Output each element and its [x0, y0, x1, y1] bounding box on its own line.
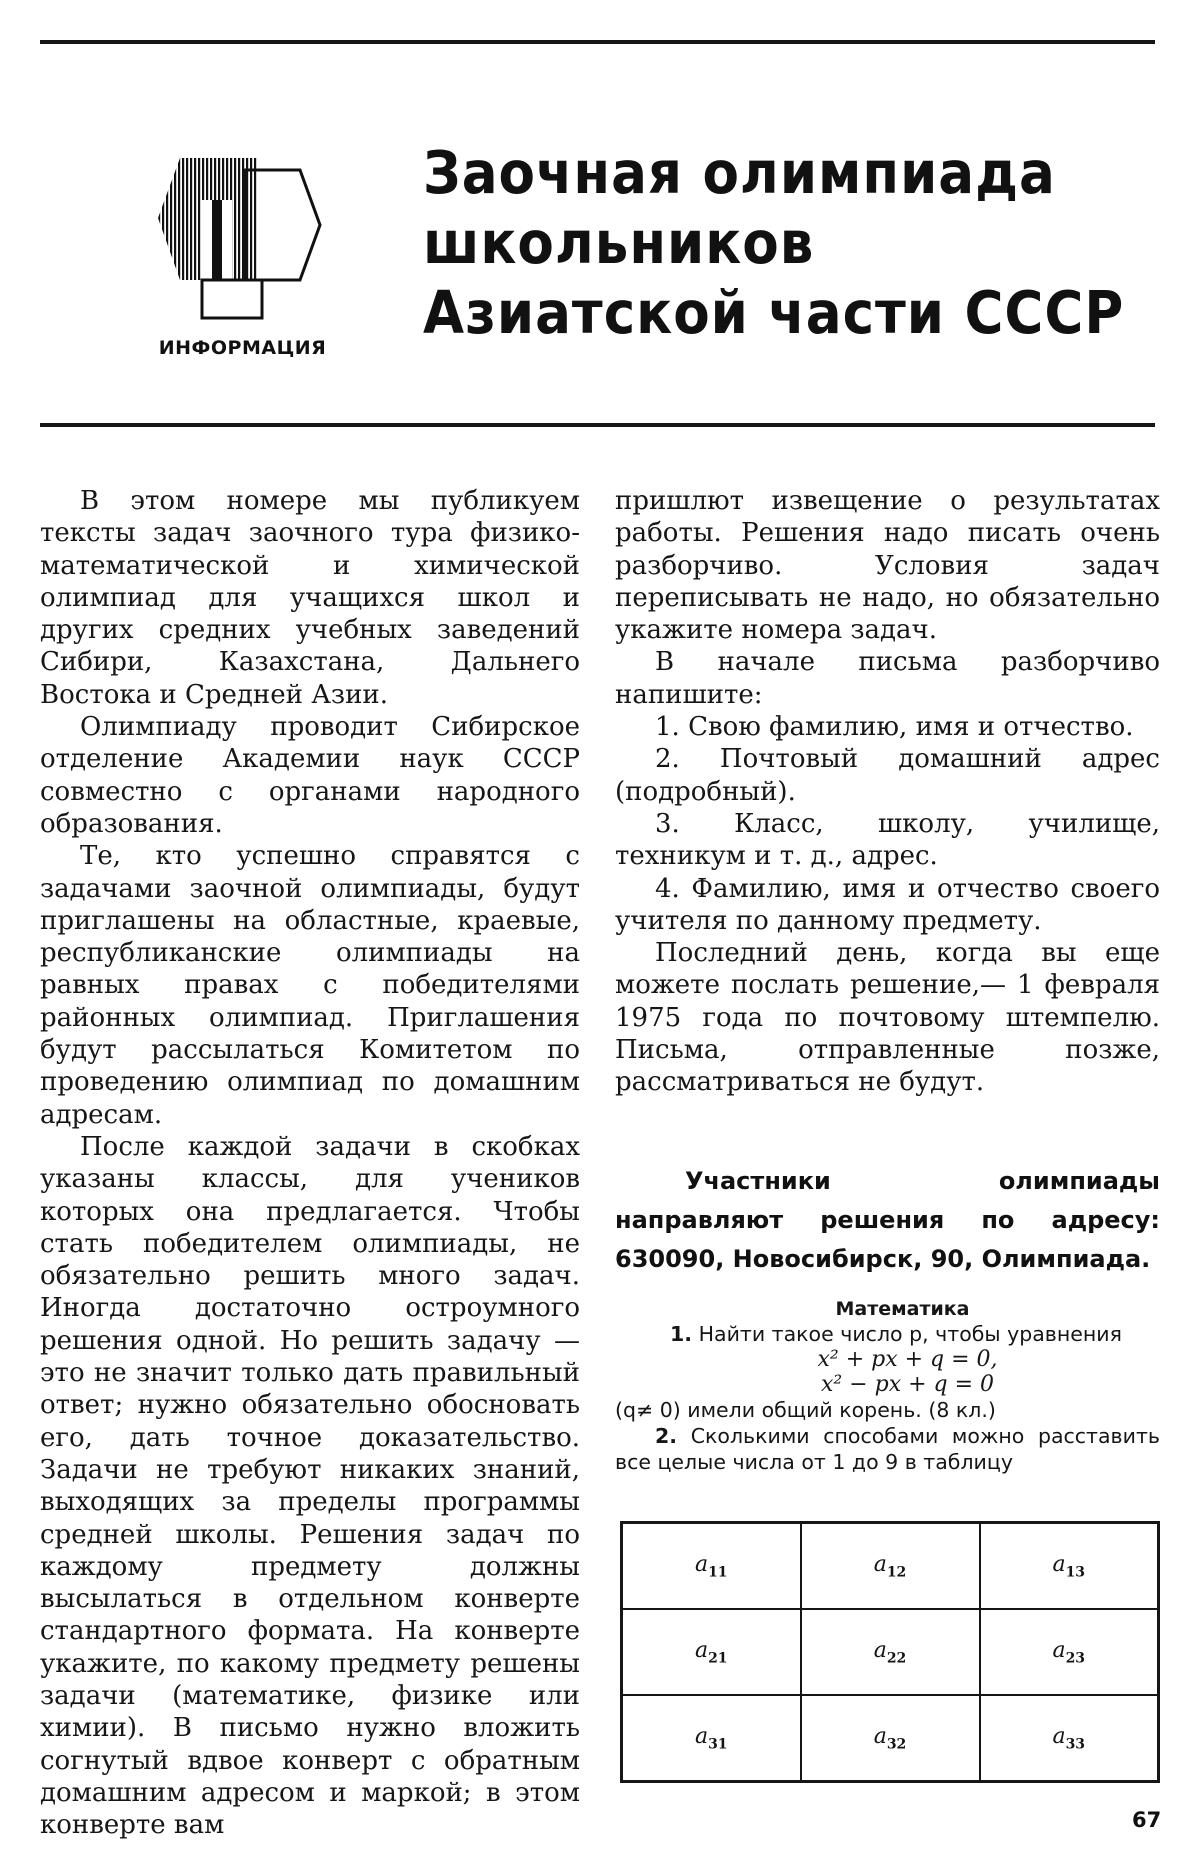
requirement-item: 2. Почтовый домашний адрес (подробный). — [615, 744, 1160, 807]
intro-paragraph: В этом номере мы публикуем тексты задач заочного тура физико-математической и химической олимпиад для учащихся школ и других средних учебных заведений Сибири, Казахстана, Дальнего Востока и Средней Азии. — [40, 486, 580, 710]
problem-2-text — [615, 1423, 1160, 1475]
continuation-paragraph: пришлют извещение о результатах работы. Решения надо писать очень разборчиво. Условия задач переписывать не надо, но обязательно укажите номера задач. — [615, 486, 1160, 646]
requirement-item: 4. Фамилию, имя и отчество своего учителя по данному предмету. — [615, 873, 1160, 936]
problem-2-statement: Сколькими способами можно расставить все целые числа от 1 до 9 в таблицу — [615, 1424, 1160, 1474]
equation: x² + px + q = 0, — [817, 1347, 998, 1372]
mailing-address: Участники олимпиады направляют решения по адресу: 630090, Новосибирск, 90, Олимпиада. — [615, 1167, 1160, 1273]
problem-1-condition: (q≠ 0) имели общий корень. (8 кл.) — [615, 1398, 996, 1422]
title-line: школьников — [423, 208, 815, 277]
right-column — [615, 485, 1160, 1099]
matrix-cell: $a_{13}$ — [980, 1523, 1159, 1610]
title-line: Азиатской части СССР — [423, 278, 1125, 347]
logo-caption: ИНФОРМАЦИЯ — [158, 337, 327, 359]
page-number: 67 — [1132, 1808, 1162, 1832]
top-rule — [40, 40, 1155, 44]
matrix-cell: $a_{23}$ — [980, 1609, 1159, 1695]
organizer-paragraph: Олимпиаду проводит Сибирское отделение Академии наук СССР совместно с органами народного образования. — [40, 712, 580, 839]
matrix-cell: $a_{32}$ — [801, 1695, 980, 1782]
requirement-item: 1. Свою фамилию, имя и отчество. — [655, 712, 1134, 743]
matrix-cell: $a_{21}$ — [622, 1609, 801, 1695]
invitation-paragraph: Те, кто успешно справятся с задачами заочной олимпиады, будут приглашены на областные, краевые, республиканские олимпиады на равных правах с победителями районных олимпиад. Приглашения будут рассылаться Комитетом по проведению олимпиад по домашним адресам. — [40, 841, 580, 1130]
problem-1-number: 1. — [670, 1322, 693, 1346]
matrix-cell: $a_{22}$ — [801, 1609, 980, 1695]
equation: x² − px + q = 0 — [820, 1372, 995, 1397]
header-divider — [40, 423, 1155, 427]
left-column — [40, 485, 580, 1841]
matrix-cell: $a_{33}$ — [980, 1695, 1159, 1782]
matrix-cell: $a_{11}$ — [622, 1523, 801, 1610]
requirement-item: 3. Класс, школу, училище, техникум и т. д., адрес. — [615, 808, 1160, 872]
matrix-row — [622, 1523, 1159, 1610]
matrix-cell: $a_{31}$ — [622, 1695, 801, 1782]
problem-1-statement: Найти такое число p, чтобы уравнения — [698, 1322, 1122, 1346]
math-heading: Математика — [835, 1298, 970, 1320]
deadline-paragraph: Последний день, когда вы еще можете послать решение,— 1 февраля 1975 года по почтовому штемпелю. Письма, отправленные позже, рассматриваться не будут. — [615, 938, 1160, 1098]
letter-intro: В начале письма разборчиво напишите: — [615, 647, 1160, 710]
problem-1-text — [615, 1321, 1160, 1347]
problem-2-number: 2. — [655, 1424, 678, 1448]
matrix-table — [620, 1521, 1160, 1783]
page-title — [423, 138, 1143, 348]
math-section — [615, 1297, 1160, 1475]
matrix-row — [622, 1609, 1159, 1695]
informatsiya-logo — [150, 140, 325, 345]
matrix-cell: $a_{12}$ — [801, 1523, 980, 1610]
title-line: Заочная олимпиада — [423, 138, 1056, 207]
matrix-row — [622, 1695, 1159, 1782]
rules-paragraph: После каждой задачи в скобках указаны классы, для учеников которых она предлагается. Чтобы стать победителем олимпиады, не обязательно решить много задач. Иногда достаточно остроумного решения одной. Но решить задачу — это не значит только дать правильный ответ; нужно обязательно обосновать его, дать точное доказательство. Задачи не требуют никаких знаний, выходящих за пределы программы средней школы. Решения задач по каждому предмету должны высылаться в отдельном конверте стандартного формата. На конверте укажите, по какому предмету решены задачи (математике, физике или химии). В письмо нужно вложить согнутый вдвое конверт с обратным домашним адресом и маркой; в этом конверте вам — [40, 1131, 580, 1841]
